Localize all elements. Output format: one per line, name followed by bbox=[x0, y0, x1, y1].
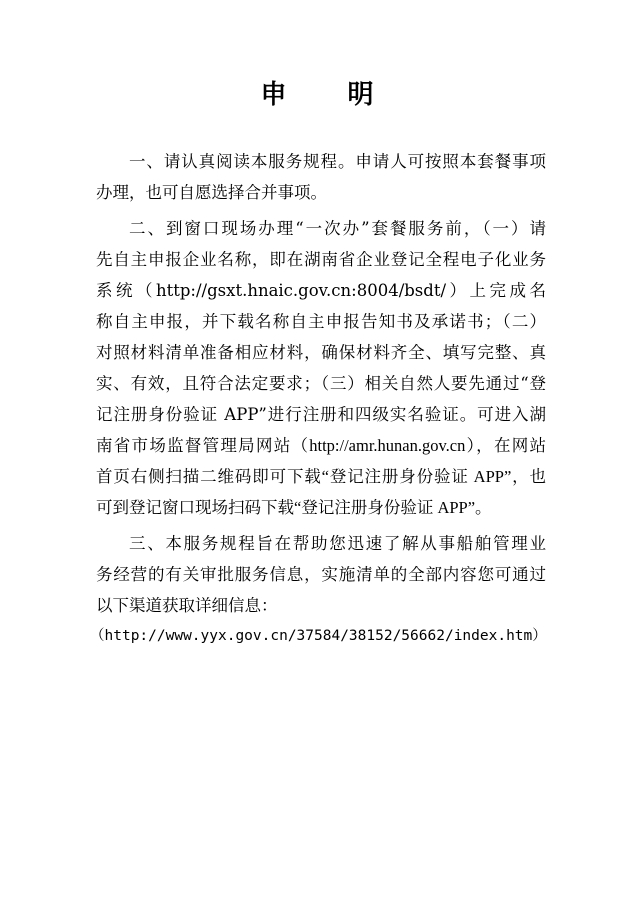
reference-url-line: （http://www.yyx.gov.cn/37584/38152/56662/index.htm） bbox=[90, 628, 547, 644]
paragraph-line: 以下渠道获取详细信息： bbox=[96, 596, 278, 615]
paragraph-line: 可到登记窗口现场扫码下载“登记注册身份验证 APP”。 bbox=[96, 498, 492, 517]
paragraph-line: 称自主申报，并下载名称自主申报告知书及承诺书；（二） bbox=[96, 312, 546, 331]
paragraph-line: 一、请认真阅读本服务规程。申请人可按照本套餐事项 bbox=[129, 152, 546, 171]
paragraph-2 bbox=[96, 213, 546, 523]
paragraph-1 bbox=[96, 146, 546, 208]
paragraph-line: 二、到窗口现场办理“一次办”套餐服务前，（一）请 bbox=[129, 219, 546, 238]
paragraph-line-with-url: 南省市场监督管理局网站（http://amr.hunan.gov.cn），在网站 bbox=[96, 436, 546, 455]
document-body bbox=[90, 146, 547, 652]
paragraph-line: 记注册身份验证 APP”进行注册和四级实名验证。可进入湖 bbox=[96, 405, 546, 424]
paragraph-line: 三、本服务规程旨在帮助您迅速了解从事船舶管理业 bbox=[129, 534, 546, 553]
paragraph-line: 对照材料清单准备相应材料，确保材料齐全、填写完整、真 bbox=[96, 343, 546, 362]
paragraph-3 bbox=[90, 528, 547, 652]
paragraph-line: 首页右侧扫描二维码即可下载“登记注册身份验证 APP”，也 bbox=[96, 467, 546, 486]
paragraph-line: 办理，也可自愿选择合并事项。 bbox=[96, 183, 327, 202]
paragraph-line-with-url: 系统（http://gsxt.hnaic.gov.cn:8004/bsdt/）上完成名 bbox=[96, 281, 546, 300]
paragraph-line: 先自主申报企业名称，即在湖南省企业登记全程电子化业务 bbox=[96, 250, 546, 269]
paragraph-line: 务经营的有关审批服务信息，实施清单的全部内容您可通过 bbox=[96, 565, 546, 584]
document-title: 申 明 bbox=[260, 80, 400, 110]
paragraph-line: 实、有效，且符合法定要求；（三）相关自然人要先通过“登 bbox=[96, 374, 546, 393]
